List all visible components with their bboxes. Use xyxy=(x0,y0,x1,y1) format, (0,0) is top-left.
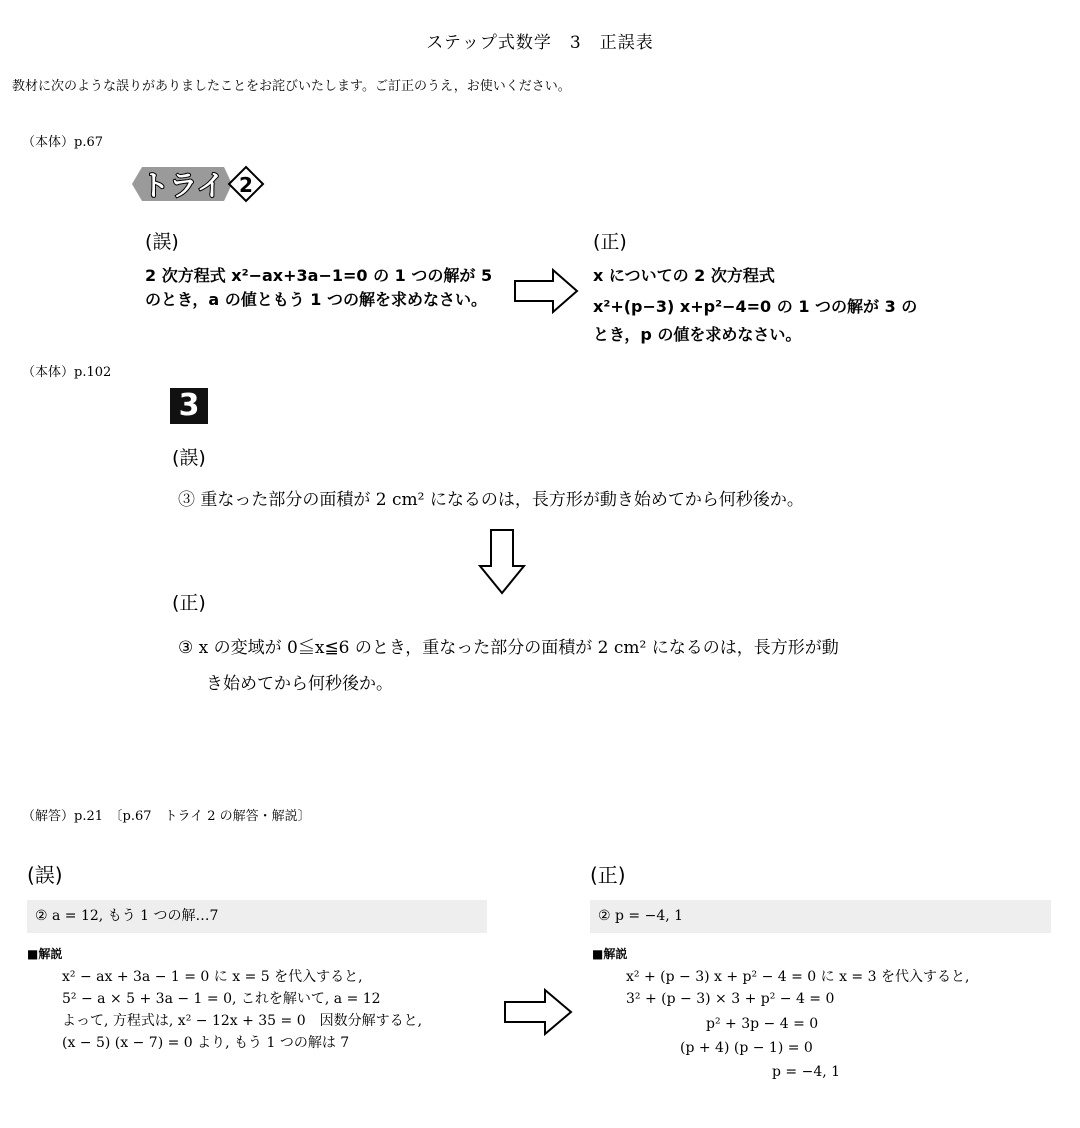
right-solution-line: p² + 3p − 4 = 0 xyxy=(706,1016,819,1032)
try-badge-number: 2 xyxy=(239,173,253,197)
answer-right-label: (正) xyxy=(590,863,626,887)
page-title: ステップ式数学 3 正誤表 xyxy=(426,33,654,53)
wrong-solution-line: 5² − a × 5 + 3a − 1 = 0, これを解いて, a = 12 xyxy=(62,991,381,1007)
answer-wrong-label: (誤) xyxy=(27,863,63,887)
right-problem-line-2: き始めてから何秒後か。 xyxy=(206,674,393,694)
right-answer-box: ② p = −4, 1 xyxy=(590,900,1051,933)
wrong-solution-line: x² − ax + 3a − 1 = 0 に x = 5 を代入すると, xyxy=(62,969,363,985)
try-badge-text: トライ xyxy=(141,169,225,202)
try-badge-icon xyxy=(128,165,268,203)
right-label-2: (正) xyxy=(172,592,206,614)
wrong-solution-line: (x − 5) (x − 7) = 0 より, もう 1 つの解は 7 xyxy=(62,1035,350,1051)
right-problem-line-1: ③ x の変域が 0≦x≦6 のとき，重なった部分の面積が 2 cm² になるのは，長方形が動 xyxy=(178,638,839,658)
wrong-question-text: 2 次方程式 x²−ax+3a−1=0 の 1 つの解が 5 のとき，a の値ともう 1 つの解を求めなさい。 xyxy=(145,266,493,309)
right-solution-line: x² + (p − 3) x + p² − 4 = 0 に x = 3 を代入すると, xyxy=(626,969,970,985)
right-label-1: (正) xyxy=(593,231,627,253)
source-label-p102: （本体）p.102 xyxy=(22,365,112,380)
wrong-problem-text: ③ 重なった部分の面積が 2 cm² になるのは，長方形が動き始めてから何秒後か。 xyxy=(178,490,804,510)
right-question-line-3: とき，p の値を求めなさい。 xyxy=(593,325,802,344)
wrong-label-2: (誤) xyxy=(172,447,206,469)
right-solution-line: (p + 4) (p − 1) = 0 xyxy=(680,1040,813,1056)
source-label-answer: （解答）p.21 〔p.67 トライ 2 の解答・解説〕 xyxy=(22,809,311,824)
wrong-explanation-label: ■解説 xyxy=(27,947,63,961)
wrong-answer-box: ② a = 12, もう 1 つの解…7 xyxy=(27,900,487,933)
wrong-solution-line: よって, 方程式は, x² − 12x + 35 = 0 因数分解すると, xyxy=(62,1013,423,1029)
right-arrow-icon xyxy=(503,988,573,1036)
source-label-p67: （本体）p.67 xyxy=(22,135,103,150)
right-arrow-icon xyxy=(513,268,579,314)
right-question-line-1: x についての 2 次方程式 xyxy=(593,266,775,285)
wrong-label-1: (誤) xyxy=(145,231,179,253)
intro-text: 教材に次のような誤りがありましたことをお詫びいたします。ご訂正のうえ，お使いください。 xyxy=(12,79,571,94)
right-question-line-2: x²+(p−3) x+p²−4=0 の 1 つの解が 3 の xyxy=(593,297,918,316)
right-explanation-label: ■解説 xyxy=(592,947,628,961)
right-solution-line: p = −4, 1 xyxy=(772,1064,841,1080)
try-badge xyxy=(128,165,268,203)
down-arrow-icon xyxy=(478,528,526,596)
right-solution-line: 3² + (p − 3) × 3 + p² − 4 = 0 xyxy=(626,991,835,1007)
problem-number-box: 3 xyxy=(170,388,208,424)
